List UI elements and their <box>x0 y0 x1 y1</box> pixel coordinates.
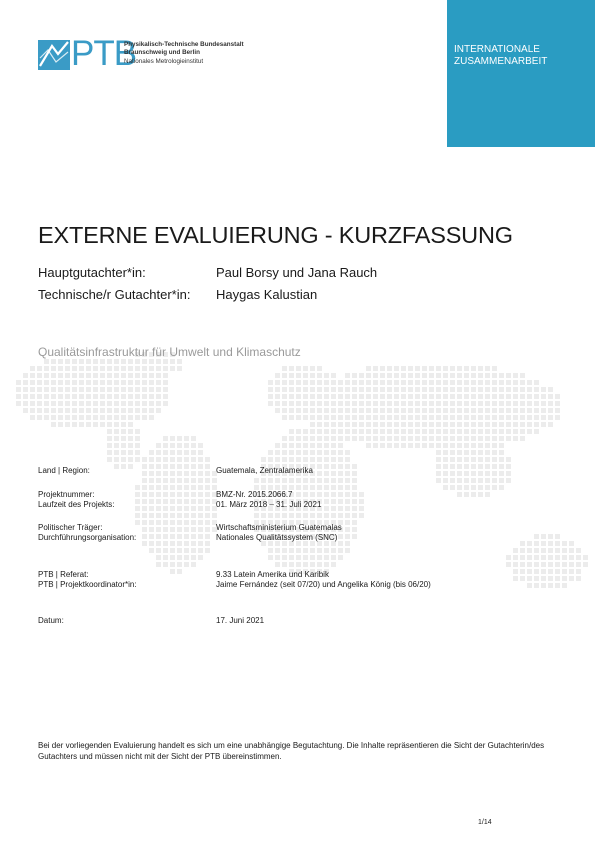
document-title: EXTERNE EVALUIERUNG - KURZFASSUNG <box>38 222 513 248</box>
reviewer-value-main: Paul Borsy und Jana Rauch <box>216 265 378 280</box>
institute-name <box>124 41 244 66</box>
institute-line-2: Braunschweig und Berlin <box>124 49 200 57</box>
institute-line-1: Physikalisch-Technische Bundesanstalt <box>124 41 244 48</box>
info-row-project-number <box>38 490 293 500</box>
institute-line-3: Nationales Metrologieinstitut <box>124 57 204 65</box>
department-banner-text <box>454 44 547 67</box>
department-banner <box>447 0 595 147</box>
info-value: Guatemala, Zentralamerika <box>216 466 313 475</box>
info-row-ptb-coordinator <box>38 580 431 590</box>
banner-line-2: ZUSAMMENARBEIT <box>454 55 548 67</box>
info-label: Laufzeit des Projekts: <box>38 500 115 509</box>
info-label: Land | Region: <box>38 466 90 475</box>
info-value: Wirtschaftsministerium Guatemalas <box>216 523 342 532</box>
reviewer-row-technical <box>38 287 318 302</box>
info-value: 9.33 Latein Amerika und Karibik <box>216 570 329 579</box>
info-row-ptb-division <box>38 570 329 580</box>
info-label: Datum: <box>38 616 64 625</box>
ptb-logo-mark-icon <box>38 40 70 70</box>
info-value: 01. März 2018 – 31. Juli 2021 <box>216 500 322 509</box>
reviewer-label-main: Hauptgutachter*in: <box>38 265 146 280</box>
info-row-implementing-org <box>38 533 338 543</box>
info-label: Projektnummer: <box>38 490 95 499</box>
page-number: 1/14 <box>478 819 492 826</box>
reviewer-value-technical: Haygas Kalustian <box>216 287 318 302</box>
ptb-logo-text: PTB <box>71 34 137 73</box>
info-value: BMZ-Nr. 2015.2066.7 <box>216 490 293 499</box>
disclaimer-text: Bei der vorliegenden Evaluierung handelt es sich um eine unabhängige Begutachtung. Die Inhalte repräsentieren die Sicht der Gutachterin/des Gutachters und müssen nicht mit der Sicht der PTB übereinstimmen. <box>38 741 545 761</box>
info-label: Politischer Träger: <box>38 523 103 532</box>
info-label: PTB | Projektkoordinator*in: <box>38 580 137 589</box>
info-row-date <box>38 616 265 626</box>
reviewer-label-technical: Technische/r Gutachter*in: <box>38 287 191 302</box>
info-row-political-partner <box>38 523 342 533</box>
ptb-logo <box>38 34 268 74</box>
info-row-duration <box>38 500 322 510</box>
project-subtitle: Qualitätsinfrastruktur für Umwelt und Klimaschutz <box>38 345 301 359</box>
info-value: 17. Juni 2021 <box>216 616 265 625</box>
info-value: Jaime Fernández (seit 07/20) und Angelika König (bis 06/20) <box>216 580 431 589</box>
reviewer-row-main <box>38 265 378 280</box>
info-value: Nationales Qualitätssystem (SNC) <box>216 533 338 542</box>
banner-line-1: INTERNATIONALE <box>454 44 540 55</box>
info-label: PTB | Referat: <box>38 570 89 579</box>
info-label: Durchführungsorganisation: <box>38 533 137 542</box>
info-row-country <box>38 466 313 476</box>
